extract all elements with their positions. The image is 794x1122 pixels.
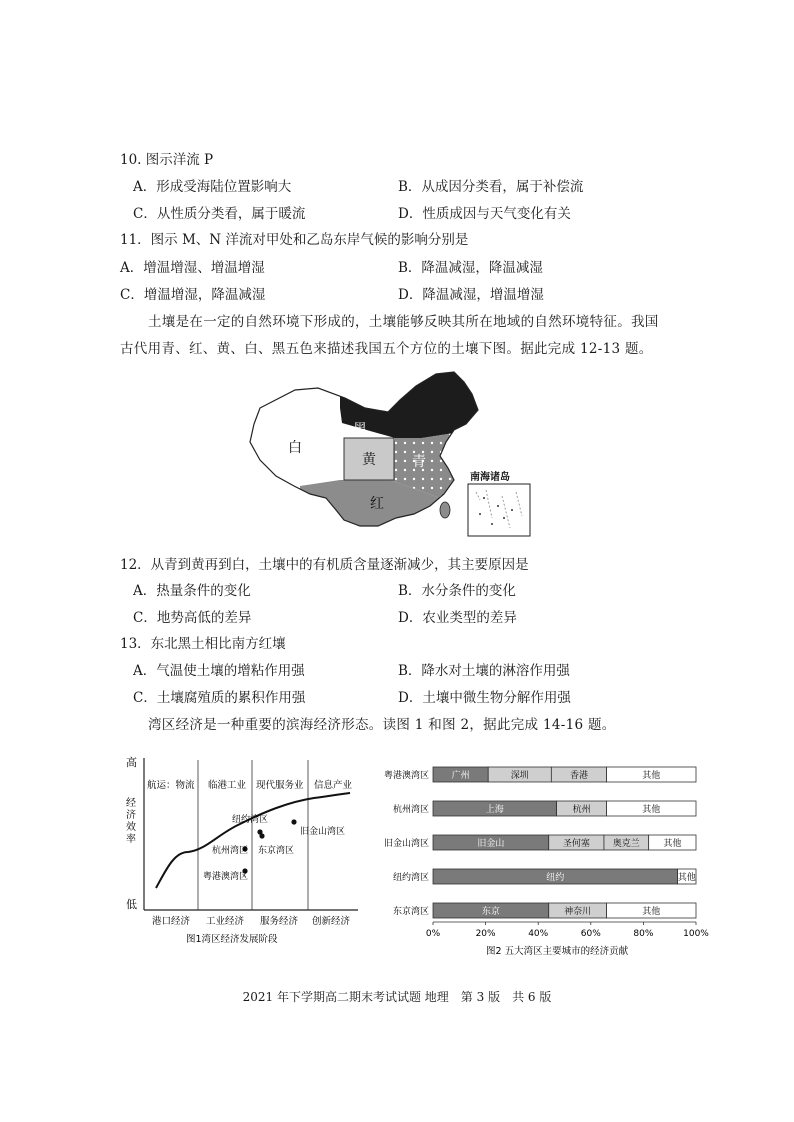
q11-option-c: C．增温增湿，降温减湿 (120, 287, 266, 303)
stage-modern-service: 现代服务业 (256, 780, 304, 791)
segment-label: 旧金山 (477, 839, 505, 849)
segment-label: 奥克兰 (612, 839, 640, 849)
segment-label: 纽约 (546, 873, 565, 883)
segment-label: 深圳 (510, 771, 529, 781)
stage-shipping: 航运：物流 (147, 780, 195, 791)
segment-label: 其他 (642, 907, 661, 917)
label-tokyo: 东京湾区 (258, 846, 295, 856)
y-label-3: 效 (126, 822, 136, 833)
svg-text:南海诸岛: 南海诸岛 (470, 472, 510, 483)
soil-map (240, 368, 540, 540)
yellow-label: 黄 (362, 452, 376, 468)
q11-stem: 11．图示 M、N 洋流对甲处和乙岛东岸气候的影响分别是 (120, 232, 469, 248)
passage2-line1: 湾区经济是一种重要的滨海经济形态。读图 1 和图 2，据此完成 14-16 题。 (148, 717, 616, 733)
q10-option-c: C．从性质分类看，属于暖流 (133, 206, 306, 222)
y-axis-high: 高 (126, 756, 137, 769)
q11-option-a: A．增温增湿、增温增湿 (120, 260, 265, 276)
white-label: 白 (288, 440, 302, 456)
category-label: 东京湾区 (392, 907, 429, 917)
x-label-port: 港口经济 (152, 916, 191, 927)
segment-label: 圣何塞 (562, 839, 590, 849)
q12-option-b: B．水分条件的变化 (398, 583, 516, 599)
x-tick-label: 20% (475, 929, 496, 939)
development-curve (156, 793, 350, 888)
q11-option-b: B．降温减湿，降温减湿 (398, 260, 543, 276)
y-label-2: 济 (126, 810, 136, 821)
taiwan-island (440, 502, 450, 518)
category-label: 杭州湾区 (392, 805, 429, 815)
label-newyork: 纽约湾区 (232, 815, 269, 825)
segment-label: 杭州 (572, 805, 591, 815)
y-axis-low: 低 (126, 898, 137, 911)
stage-info-industry: 信息产业 (314, 780, 353, 791)
q10-option-a: A．形成受海陆位置影响大 (133, 179, 292, 195)
q12-option-d: D．农业类型的差异 (398, 610, 517, 626)
segment-label: 广州 (451, 771, 470, 781)
x-label-industry: 工业经济 (206, 916, 245, 927)
point-sanfrancisco (291, 819, 296, 824)
segment-label: 其他 (677, 873, 696, 883)
y-label-4: 率 (126, 834, 136, 845)
q12-stem: 12．从青到黄再到白，土壤中的有机质含量逐渐减少，其主要原因是 (120, 557, 529, 573)
segment-label: 上海 (485, 805, 504, 815)
figure-2-caption: 图2 五大湾区主要城市的经济贡献 (486, 946, 629, 957)
figure-2-bay-contribution-chart (370, 758, 709, 958)
segment-label: 神奈川 (564, 907, 592, 917)
x-label-innovation: 创新经济 (312, 916, 351, 927)
x-tick-label: 0% (425, 929, 441, 939)
red-label: 红 (370, 496, 384, 512)
category-label: 粤港澳湾区 (383, 771, 429, 781)
cyan-label: 青 (412, 454, 426, 470)
q10-stem: 10. 图示洋流 P (120, 152, 214, 168)
segment-label: 东京 (481, 907, 500, 917)
figure-1-caption: 图1湾区经济发展阶段 (186, 934, 278, 945)
page-footer: 2021 年下学期高二期末考试试题 地理 第 3 版 共 6 版 (242, 990, 552, 1004)
q13-stem: 13．东北黑土相比南方红壤 (120, 636, 286, 652)
stage-port-industry: 临港工业 (208, 780, 247, 791)
q10-option-b: B．从成因分类看，属于补偿流 (398, 179, 584, 195)
label-sanfrancisco: 旧金山湾区 (300, 827, 346, 837)
category-label: 旧金山湾区 (383, 839, 429, 849)
label-hangzhou: 杭州湾区 (212, 846, 249, 856)
segment-label: 其他 (663, 839, 682, 849)
x-tick-label: 100% (683, 929, 709, 939)
q13-option-b: B．降水对土壤的淋溶作用强 (398, 663, 570, 679)
x-tick-label: 80% (633, 929, 654, 939)
x-label-service: 服务经济 (260, 916, 299, 927)
q13-option-d: D．土壤中微生物分解作用强 (398, 690, 571, 706)
q13-option-a: A．气温使土壤的增粘作用强 (133, 663, 305, 679)
segment-label: 香港 (569, 771, 588, 781)
q11-option-d: D．降温减湿，增温增湿 (398, 287, 544, 303)
q10-option-d: D．性质成因与天气变化有关 (398, 206, 571, 222)
passage1-line2: 古代用青、红、黄、白、黑五色来描述我国五个方位的土壤下图。据此完成 12-13 题。 (120, 341, 653, 357)
y-label-1: 经 (126, 798, 136, 809)
segment-label: 其他 (642, 805, 661, 815)
passage1-line1: 土壤是在一定的自然环境下形成的，土壤能够反映其所在地域的自然环境特征。我国 (148, 314, 659, 330)
black-label: 黑 (353, 422, 367, 438)
q12-option-a: A．热量条件的变化 (133, 583, 251, 599)
q13-option-c: C．土壤腐殖质的累积作用强 (133, 690, 306, 706)
label-guangdong: 粤港澳湾区 (203, 872, 249, 882)
segment-label: 其他 (642, 771, 661, 781)
x-tick-label: 40% (528, 929, 549, 939)
south-china-sea-inset (468, 470, 530, 536)
figure-1-bay-stages (118, 750, 368, 950)
q12-option-c: C．地势高低的差异 (133, 610, 252, 626)
point-tokyo (259, 833, 264, 838)
x-tick-label: 60% (580, 929, 601, 939)
category-label: 纽约湾区 (392, 873, 429, 883)
